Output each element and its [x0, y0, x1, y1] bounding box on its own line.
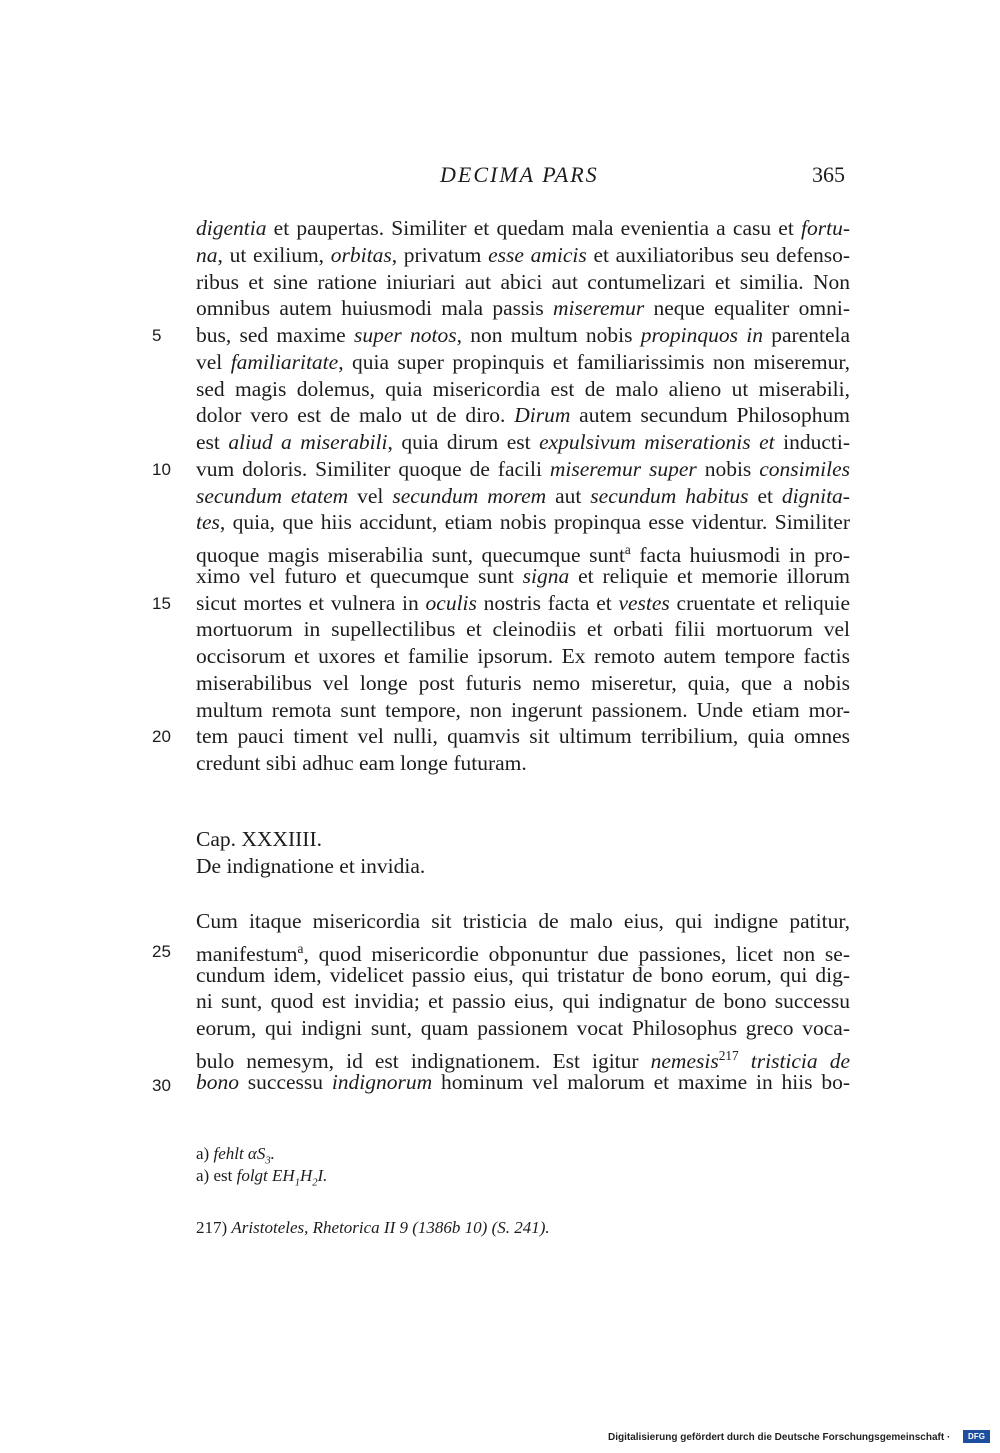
dfg-logo: DFG	[963, 1430, 990, 1443]
text-segment: vestes	[618, 590, 670, 615]
text-segment: folgt EH	[236, 1166, 295, 1185]
text-segment: , ut exilium,	[217, 242, 331, 267]
text-line	[196, 1015, 850, 1042]
text-segment: vum doloris. Similiter quoque de facili	[196, 456, 550, 481]
text-segment: hominum vel malorum et maxime in hiis bo-	[432, 1069, 850, 1094]
text-segment: bus, sed maxime	[196, 323, 354, 347]
text-segment: bulo nemesym, id est indignationem. Est igitur	[196, 1048, 651, 1073]
text-segment: dolor vero est de malo ut de diro.	[196, 403, 515, 428]
text-segment: fortu-	[801, 216, 850, 240]
text-line	[196, 456, 850, 483]
text-segment: ribus et sine ratione iniuriari aut abici aut contumelizari et similia. Non	[196, 269, 850, 294]
text-line	[196, 429, 850, 456]
text-line	[196, 616, 850, 643]
text-line	[196, 697, 850, 724]
text-segment: parentela	[762, 323, 850, 347]
text-line	[196, 908, 850, 935]
text-segment: quoque magis miserabilia sunt, quecumque sunt	[196, 543, 625, 568]
text-line	[196, 750, 850, 777]
text-segment: H	[299, 1166, 313, 1185]
text-line	[196, 1069, 850, 1096]
text-segment: multum remota sunt tempore, non ingerunt passionem. Unde etiam mor-	[196, 697, 850, 722]
line-number: 10	[152, 460, 171, 479]
text-segment: Dirum	[514, 403, 571, 428]
text-segment: consimiles	[759, 456, 850, 481]
text-segment: tristicia de	[738, 1048, 850, 1073]
subscript: 3	[265, 1155, 271, 1167]
text-segment: orbitas	[330, 242, 392, 267]
text-segment: ni sunt, quod est invidia; et passio eius, qui indignatur de bono successu	[196, 989, 850, 1014]
text-segment: fehlt αS	[213, 1144, 266, 1163]
text-line	[196, 269, 850, 296]
text-segment: mortuorum in supellectilibus et cleinodiis et orbati filii mortuorum vel	[196, 617, 850, 642]
apparatus-note	[196, 1144, 275, 1166]
text-segment: Aristoteles, Rhetorica II 9 (1386b 10) (S. 241).	[231, 1218, 550, 1237]
text-segment: aliud a miserabili	[228, 430, 388, 454]
text-line	[196, 962, 850, 989]
text-segment: miserabilibus vel longe post futuris nemo miseretur, quia, que a nobis	[196, 670, 850, 695]
text-segment: nostris facta et	[476, 590, 619, 615]
text-segment: ximo vel futuro et quecumque sunt	[196, 563, 523, 588]
text-segment: I.	[317, 1166, 328, 1185]
text-segment: miseremur super	[549, 456, 697, 481]
text-line	[196, 670, 850, 697]
chapter-number: Cap. XXXIIII.	[196, 827, 322, 851]
text-segment: , privatum	[391, 242, 489, 267]
subscript: 1	[294, 1177, 300, 1189]
text-line	[196, 402, 850, 429]
text-segment: inducti-	[774, 430, 850, 454]
text-segment: tes	[196, 510, 220, 535]
superscript: a	[297, 940, 304, 956]
text-segment: nobis	[696, 456, 760, 481]
text-segment: miseremur	[553, 296, 645, 321]
text-segment: expulsivum miserationis et	[539, 430, 775, 454]
text-segment: et paupertas. Similiter et quedam mala evenientia a casu et	[266, 216, 802, 240]
text-segment: manifestum	[196, 941, 298, 966]
text-segment: indignorum	[331, 1069, 433, 1094]
text-line	[196, 242, 850, 269]
line-number: 20	[152, 727, 171, 746]
text-segment: cundum idem, videlicet passio eius, qui tristatur de bono eorum, qui dig-	[196, 962, 850, 987]
text-line	[196, 563, 850, 590]
text-segment: digentia	[196, 216, 267, 240]
text-segment: sed magis dolemus, quia misericordia est de malo alieno ut miserabili,	[196, 376, 850, 401]
text-line	[196, 376, 850, 403]
text-segment: sicut mortes et vulnera in	[196, 590, 426, 615]
text-line	[196, 349, 850, 376]
text-line	[196, 988, 850, 1015]
text-segment: successu	[239, 1069, 332, 1094]
line-number: 5	[152, 326, 162, 345]
text-segment: secundum morem	[392, 483, 547, 508]
text-segment: omnibus autem huiusmodi mala passis	[196, 296, 554, 321]
text-segment: aut	[546, 483, 591, 508]
text-segment: cruentate et reliquie	[669, 590, 850, 615]
text-segment: oculis	[425, 590, 477, 615]
chapter-title: De indignatione et invidia.	[196, 854, 426, 878]
text-segment: eorum, qui indigni sunt, quam passionem vocat Philosophus greco voca-	[196, 1016, 850, 1040]
text-segment: , quia dirum est	[387, 430, 540, 454]
text-segment: signa	[522, 563, 570, 588]
text-segment: et reliquie et memorie illorum	[569, 563, 850, 588]
text-segment: vel	[348, 483, 393, 508]
digitization-note: Digitalisierung gefördert durch die Deutsche Forschungsgemeinschaft ·	[608, 1432, 951, 1443]
text-segment: credunt sibi adhuc eam longe futuram.	[196, 751, 527, 775]
text-segment: Cum itaque misericordia sit tristicia de malo eius, qui indigne patitur,	[196, 909, 850, 933]
text-segment: esse amicis	[488, 242, 587, 267]
text-segment: bono	[196, 1069, 239, 1094]
text-segment: dignita-	[781, 483, 850, 508]
text-segment: neque equaliter omni-	[644, 296, 850, 321]
text-segment: nemesis	[650, 1048, 719, 1073]
source-note	[196, 1218, 550, 1238]
line-number: 15	[152, 594, 171, 613]
header-title: DECIMA PARS	[440, 162, 599, 187]
text-segment: et auxiliatoribus seu defenso-	[586, 242, 850, 267]
text-segment: tem pauci timent vel nulli, quamvis sit ultimum terribilium, quia omnes	[196, 724, 850, 749]
text-segment: et	[748, 483, 782, 508]
text-line	[196, 322, 850, 349]
text-segment: a) est	[196, 1166, 237, 1185]
line-number: 25	[152, 942, 171, 961]
text-segment: autem secundum Philosophum	[570, 403, 850, 428]
text-segment: facta huiusmodi in pro-	[630, 543, 851, 568]
text-segment: secundum etatem	[196, 483, 349, 508]
superscript: a	[624, 542, 631, 557]
text-segment: , quod misericordie obponuntur due passiones, licet non se-	[303, 941, 850, 966]
text-segment: super notos	[353, 323, 457, 347]
text-line	[196, 509, 850, 536]
text-segment: vel	[196, 349, 231, 374]
text-segment: a)	[196, 1144, 214, 1163]
text-segment: na	[196, 242, 218, 267]
text-segment: familiaritate	[230, 349, 339, 374]
apparatus-note	[196, 1166, 327, 1188]
text-line	[196, 590, 850, 617]
text-segment: propinquos in	[640, 323, 763, 347]
text-segment: , non multum nobis	[456, 323, 641, 347]
text-line	[196, 643, 850, 670]
page-number: 365	[812, 162, 845, 187]
text-line	[196, 483, 850, 510]
text-segment: , quia, que hiis accidunt, etiam nobis propinqua esse videntur. Similiter	[219, 510, 850, 535]
subscript: 2	[312, 1177, 318, 1189]
text-line	[196, 295, 850, 322]
text-line	[196, 215, 850, 242]
text-segment: est	[196, 430, 229, 454]
text-line	[196, 723, 850, 750]
superscript: 217	[718, 1047, 739, 1063]
text-segment: 217)	[196, 1218, 232, 1237]
text-segment: secundum habitus	[590, 483, 749, 508]
line-number: 30	[152, 1076, 171, 1095]
text-segment: , quia super propinquis et familiarissimis non miseremur,	[338, 349, 850, 374]
text-segment: occisorum et uxores et familie ipsorum. Ex remoto autem tempore factis	[196, 644, 850, 668]
text-segment: .	[270, 1144, 275, 1163]
